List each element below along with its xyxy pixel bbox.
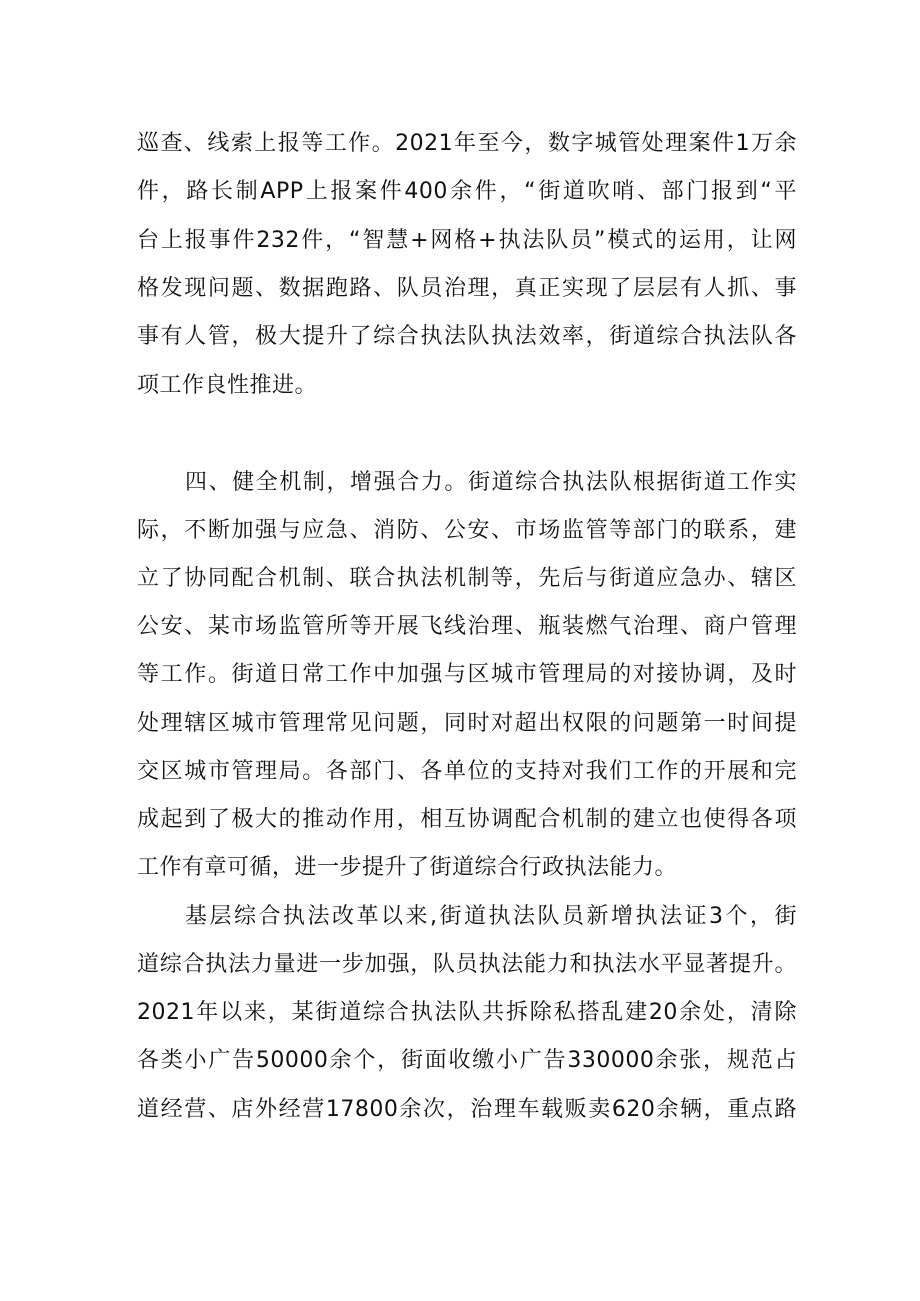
paragraph-line: 基层综合执法改革以来,街道执法队员新增执法证3个，街 — [185, 904, 797, 929]
paragraph-line: 各类小广告50000余个，街面收缴小广告330000余张，规范占 — [137, 1048, 797, 1073]
paragraph-line: 格发现问题、数据跑路、队员治理，真正实现了层层有人抓、事 — [137, 276, 797, 301]
paragraph-line: 项工作良性推进。 — [137, 373, 318, 398]
paragraph-line: 2021年以来，某街道综合执法队共拆除私搭乱建20余处，清除 — [137, 1000, 797, 1025]
paragraph-line: 际，不断加强与应急、消防、公安、市场监管等部门的联系，建 — [137, 518, 797, 543]
paragraph-line: 成起到了极大的推动作用，相互协调配合机制的建立也使得各项 — [137, 807, 797, 832]
paragraph-line: 工作有章可循，进一步提升了街道综合行政执法能力。 — [137, 855, 678, 880]
paragraph-line: 件，路长制APP上报案件400余件，“街道吹哨、部门报到“平 — [137, 179, 797, 204]
paragraph-line: 交区城市管理局。各部门、各单位的支持对我们工作的开展和完 — [137, 759, 797, 784]
paragraph-line: 台上报事件232件，“智慧+网格+执法队员”模式的运用，让网 — [137, 228, 797, 253]
paragraph-line: 公安、某市场监管所等开展飞线治理、瓶装燃气治理、商户管理 — [137, 614, 797, 639]
paragraph-line: 等工作。街道日常工作中加强与区城市管理局的对接协调，及时 — [137, 662, 797, 687]
paragraph-line: 事有人管，极大提升了综合执法队执法效率，街道综合执法队各 — [137, 324, 797, 349]
paragraph-line: 处理辖区城市管理常见问题，同时对超出权限的问题第一时间提 — [137, 711, 797, 736]
paragraph-line: 道综合执法力量进一步加强，队员执法能力和执法水平显著提升。 — [137, 952, 797, 977]
paragraph-line: 巡查、线索上报等工作。2021年至今，数字城管处理案件1万余 — [137, 131, 797, 156]
paragraph-line: 四、健全机制，增强合力。街道综合执法队根据街道工作实 — [185, 470, 797, 495]
paragraph-line: 立了协同配合机制、联合执法机制等，先后与街道应急办、辖区 — [137, 566, 797, 591]
paragraph-line: 道经营、店外经营17800余次，治理车载贩卖620余辆，重点路 — [137, 1097, 797, 1122]
